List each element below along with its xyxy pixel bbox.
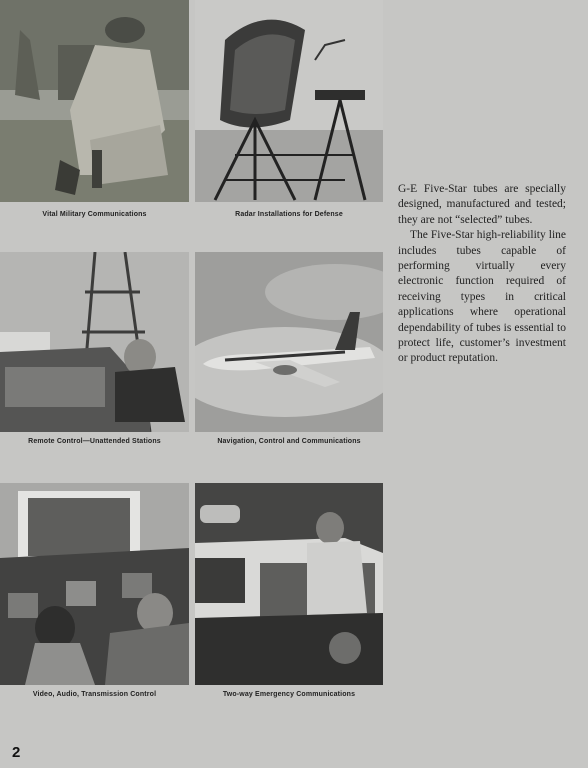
page-number: 2 bbox=[12, 744, 21, 761]
photo-video-control-room bbox=[0, 483, 189, 685]
caption-radar: Radar Installations for Defense bbox=[235, 211, 343, 218]
photo-military-communications bbox=[0, 0, 189, 202]
body-text-column bbox=[398, 182, 566, 367]
caption-military: Vital Military Communications bbox=[42, 211, 147, 218]
body-paragraph-1: G-E Five-Star tubes are specially designed, manufactured and tested; they are not “selected” tubes. bbox=[398, 183, 566, 226]
photo-police-car bbox=[195, 483, 383, 685]
photo-airliner bbox=[195, 252, 383, 432]
caption-video: Video, Audio, Transmission Control bbox=[32, 691, 157, 698]
body-paragraph-2: The Five-Star high-reliability line includes tubes capable of performing virtually every electronic function required of receiving types in critical applications where operational dependability of tubes is essential to protect life, customer’s investment or product reputation. bbox=[398, 229, 566, 365]
caption-remote: Remote Control—Unattended Stations bbox=[28, 438, 161, 445]
caption-emergency: Two-way Emergency Communications bbox=[222, 691, 356, 698]
photo-radar-installation bbox=[195, 0, 383, 202]
photo-remote-control bbox=[0, 252, 189, 432]
caption-navigation: Navigation, Control and Communications bbox=[217, 438, 361, 445]
